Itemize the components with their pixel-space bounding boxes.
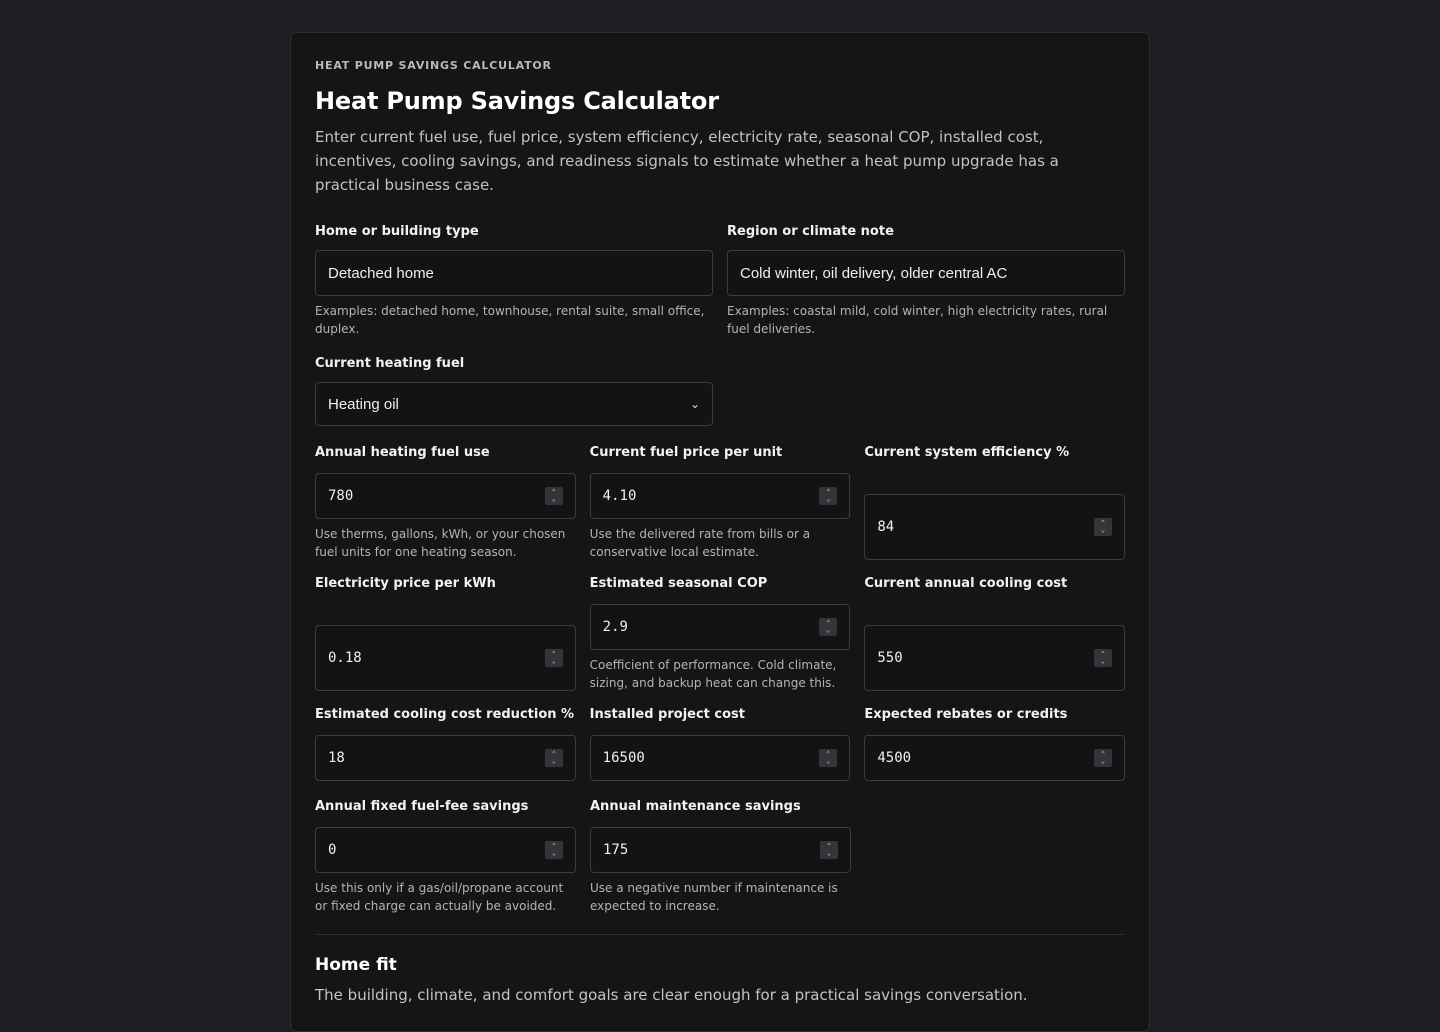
row-costs: [315, 706, 1125, 781]
stepper-arrows-icon[interactable]: ⌃ ⌄: [545, 841, 563, 859]
maintenance-savings-help: Use a negative number if maintenance is expected to increase.: [590, 881, 838, 913]
project-cost-label: Installed project cost: [589, 707, 746, 722]
heating-fuel-label: Current heating fuel: [315, 356, 465, 371]
cooling-reduction-label: Estimated cooling cost reduction %: [315, 707, 575, 722]
building-type-value: Detached home: [328, 264, 434, 282]
fixed-fee-savings-value: 0: [328, 842, 337, 858]
field-cooling-cost: [864, 575, 1125, 692]
stepper-arrows-icon[interactable]: ⌃ ⌄: [1094, 518, 1112, 536]
eyebrow: HEAT PUMP SAVINGS CALCULATOR: [315, 59, 552, 72]
fuel-use-value: 780: [328, 488, 354, 504]
maintenance-savings-label: Annual maintenance savings: [590, 799, 801, 814]
fixed-fee-savings-help: Use this only if a gas/oil/propane account or fixed charge can actually be avoided.: [315, 881, 564, 913]
fuel-use-help: Use therms, gallons, kWh, or your chosen fuel units for one heating season.: [315, 527, 566, 559]
fixed-fee-savings-input[interactable]: [315, 827, 576, 873]
system-efficiency-value: 84: [877, 519, 895, 535]
electricity-price-value: 0.18: [328, 650, 362, 666]
fuel-price-label: Current fuel price per unit: [589, 445, 783, 460]
stepper-arrows-icon[interactable]: ⌃ ⌄: [820, 841, 838, 859]
rebates-label: Expected rebates or credits: [864, 707, 1068, 722]
fuel-price-input[interactable]: [590, 473, 851, 519]
stepper-arrows-icon[interactable]: ⌃ ⌄: [1094, 649, 1112, 667]
chevron-down-icon: ⌄: [689, 397, 700, 411]
fuel-use-input[interactable]: [315, 473, 576, 519]
field-rebates: [864, 706, 1125, 781]
field-building-type: [315, 223, 713, 338]
row-fuel-use: [315, 444, 1125, 561]
field-fixed-fee-savings: [315, 798, 576, 915]
electricity-price-input[interactable]: [315, 625, 576, 691]
region-label: Region or climate note: [727, 224, 894, 239]
home-fit-title: Home fit: [315, 955, 397, 975]
cooling-cost-label: Current annual cooling cost: [864, 576, 1068, 591]
field-seasonal-cop: [590, 575, 851, 692]
row-electricity: [315, 575, 1125, 692]
seasonal-cop-label: Estimated seasonal COP: [589, 576, 768, 591]
field-region: [727, 223, 1125, 338]
row-building: [315, 223, 1125, 338]
region-help: Examples: coastal mild, cold winter, high electricity rates, rural fuel deliveries.: [727, 304, 1108, 336]
stepper-arrows-icon[interactable]: ⌃ ⌄: [819, 618, 837, 636]
stepper-arrows-icon[interactable]: ⌃ ⌄: [819, 749, 837, 767]
divider: [315, 934, 1125, 935]
seasonal-cop-value: 2.9: [602, 619, 628, 635]
building-type-help: Examples: detached home, townhouse, rental suite, small office, duplex.: [315, 304, 705, 336]
calculator-card: [290, 32, 1150, 1032]
intro-text: Enter current fuel use, fuel price, system efficiency, electricity rate, seasonal COP, installed cost, incentives, cooling savings, and readiness signals to estimate whether a heat pump upgrade has a practical business case.: [315, 128, 1059, 194]
fuel-price-help: Use the delivered rate from bills or a conservative local estimate.: [589, 527, 811, 559]
field-fuel-price: [590, 444, 851, 561]
fuel-use-label: Annual heating fuel use: [315, 445, 490, 460]
fuel-price-value: 4.10: [602, 488, 637, 504]
cooling-reduction-value: 18: [328, 750, 345, 766]
maintenance-savings-input[interactable]: [590, 827, 851, 873]
row-fuel-select: [315, 355, 1125, 426]
field-fuel-use: [315, 444, 576, 561]
field-heating-fuel: [315, 355, 713, 426]
rebates-input[interactable]: [864, 735, 1125, 781]
row-savings: [315, 798, 1125, 915]
page-title: Heat Pump Savings Calculator: [315, 87, 719, 115]
fixed-fee-savings-label: Annual fixed fuel-fee savings: [315, 799, 529, 814]
field-project-cost: [590, 706, 851, 781]
maintenance-savings-value: 175: [603, 842, 629, 858]
stepper-arrows-icon[interactable]: ⌃ ⌄: [545, 749, 563, 767]
project-cost-value: 16500: [602, 750, 645, 766]
heating-fuel-value: Heating oil: [328, 395, 399, 413]
seasonal-cop-help: Coefficient of performance. Cold climate, sizing, and backup heat can change this.: [589, 658, 837, 690]
rebates-value: 4500: [877, 750, 912, 766]
building-type-input[interactable]: [315, 250, 713, 296]
field-maintenance-savings: [590, 798, 851, 915]
system-efficiency-label: Current system efficiency %: [864, 445, 1070, 460]
system-efficiency-input[interactable]: [864, 494, 1125, 560]
building-type-label: Home or building type: [315, 224, 479, 239]
cooling-cost-input[interactable]: [864, 625, 1125, 691]
region-input[interactable]: [727, 250, 1125, 296]
region-value: Cold winter, oil delivery, older central AC: [740, 264, 1008, 282]
field-electricity-price: [315, 575, 576, 692]
cooling-reduction-input[interactable]: [315, 735, 576, 781]
heating-fuel-select[interactable]: [315, 382, 713, 426]
cooling-cost-value: 550: [877, 650, 903, 666]
project-cost-input[interactable]: [590, 735, 851, 781]
stepper-arrows-icon[interactable]: ⌃ ⌄: [545, 487, 563, 505]
stepper-arrows-icon[interactable]: ⌃ ⌄: [545, 649, 563, 667]
field-system-efficiency: [864, 444, 1125, 561]
electricity-price-label: Electricity price per kWh: [315, 576, 496, 591]
seasonal-cop-input[interactable]: [590, 604, 851, 650]
home-fit-text: The building, climate, and comfort goals are clear enough for a practical savings conversation.: [315, 986, 1028, 1004]
stepper-arrows-icon[interactable]: ⌃ ⌄: [1094, 749, 1112, 767]
stepper-arrows-icon[interactable]: ⌃ ⌄: [819, 487, 837, 505]
field-cooling-reduction: [315, 706, 576, 781]
